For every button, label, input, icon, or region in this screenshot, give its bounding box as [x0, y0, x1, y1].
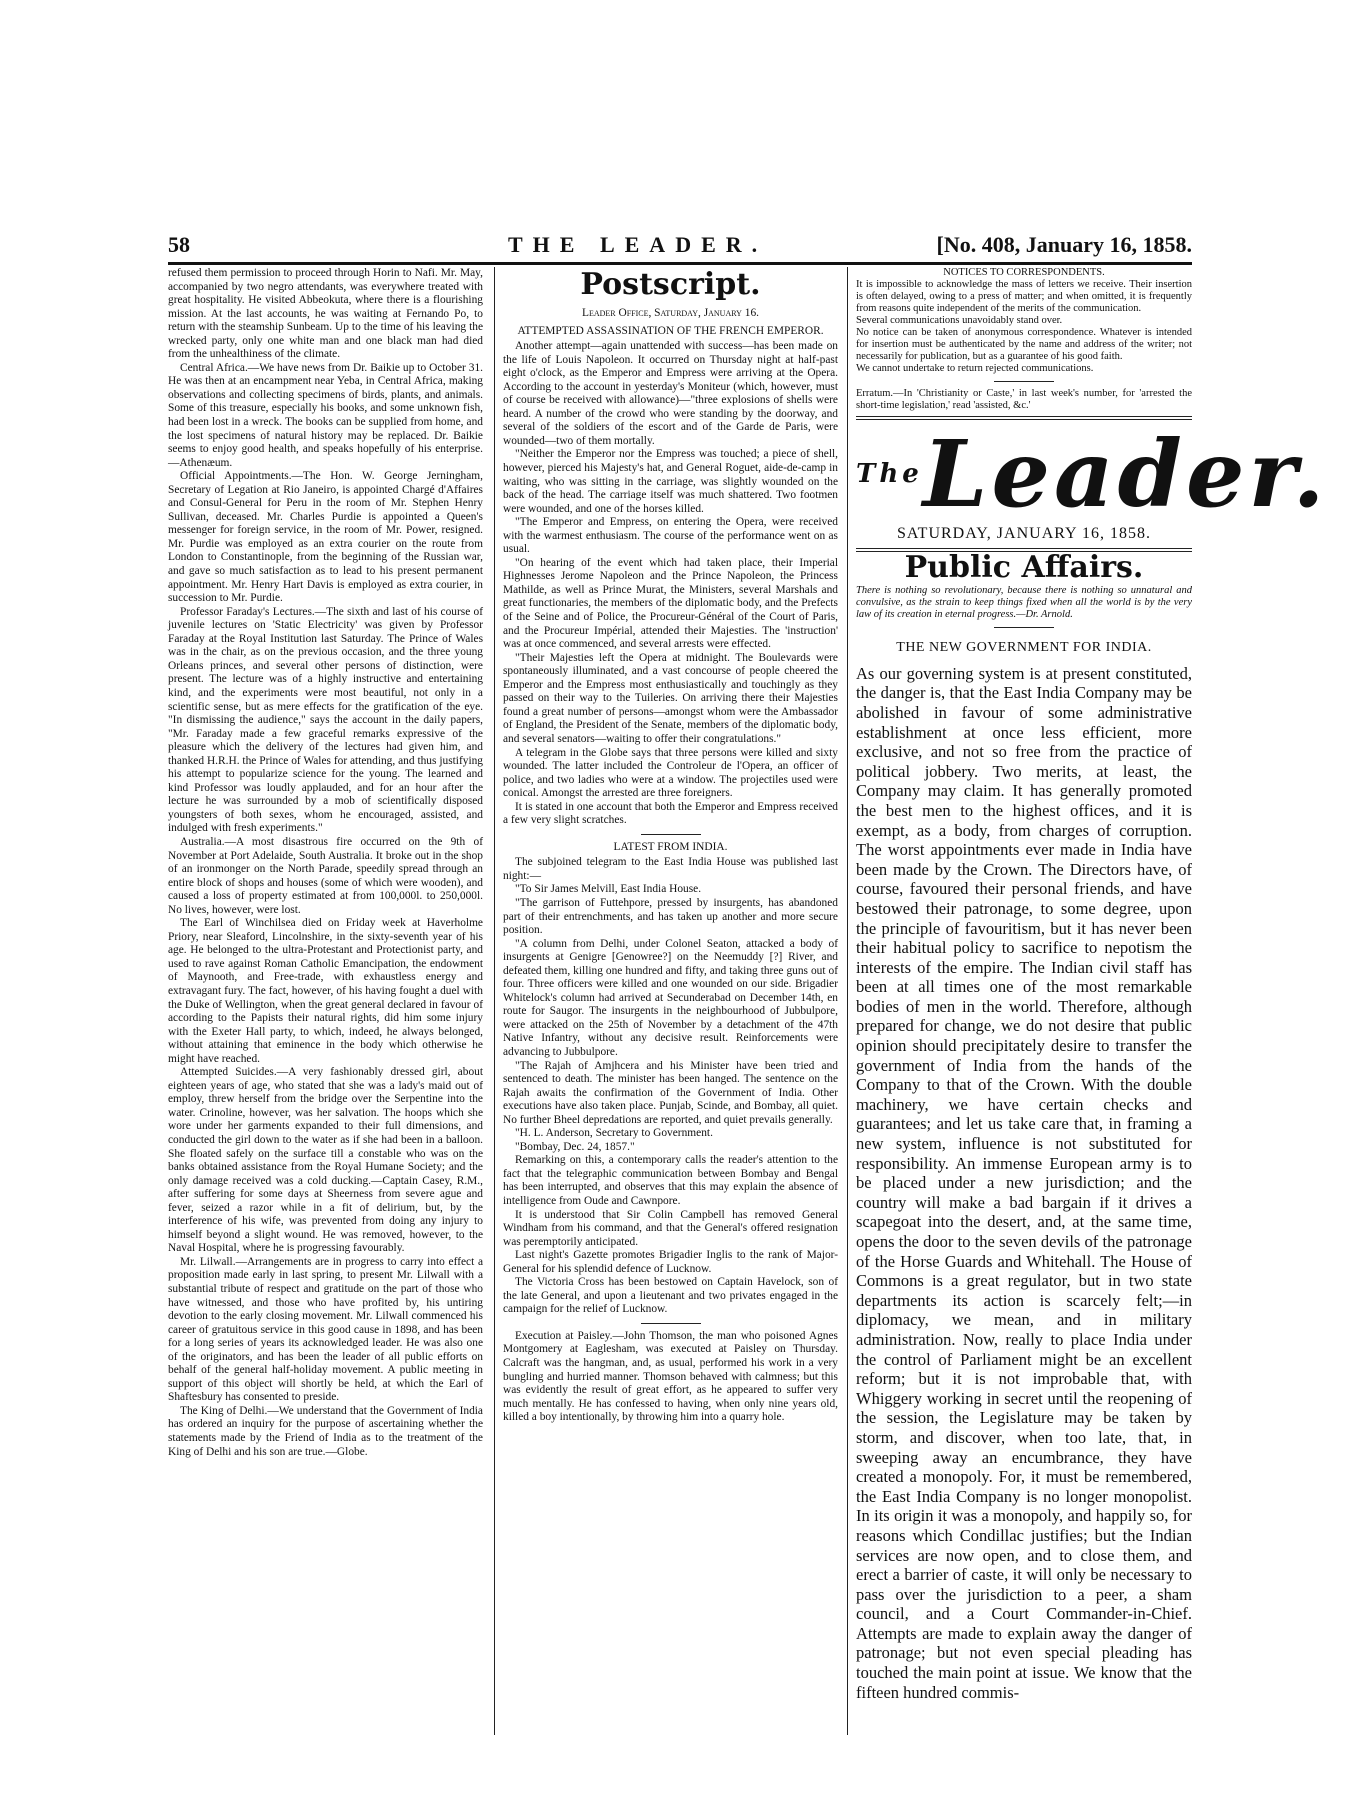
paragraph: "To Sir James Melvill, East India House. — [515, 883, 702, 896]
section-divider — [994, 627, 1054, 628]
paragraph: The subjoined telegram to the East India House was published last night:— — [503, 856, 838, 882]
paragraph: The Victoria Cross has been bestowed on Captain Havelock, son of the late General, and upon a lieutenant and two privates engaged in the campaign for the relief of Lucknow. — [503, 1276, 838, 1316]
paragraph: Mr. Lilwall.—Arrangements are in progress to carry into effect a proposition made early in last spring, to present Mr. Lilwall with a substantial tribute of respect and gratitude on the part of those who have witnessed, and those who have profited by, his untiring devotion to the early closing movement. Mr. Lilwall commenced his career of gratuitous service in this good cause in 1898, and has been for a long series of years its acknowledged leader. He was also one of the originators, and has been the leader of all public efforts on behalf of the general half-holiday movement. A public meeting in support of this object will shortly be held, at which the Earl of Shaftesbury has consented to preside. — [168, 1255, 483, 1404]
paragraph: refused them permission to proceed through Horin to Nafi. Mr. May, accompanied by two negro attendants, was everywhere treated with great hospitality. He visited Abbeokuta, where there is a flourishing mission. At the last accounts, he was waiting at Fernando Po, to return with the steamship Sunbeam. Up to the time of his leaving the wrecked party, only one white man and one black man had died from the unhealthiness of the climate. — [168, 267, 483, 361]
paragraph: Central Africa.—We have news from Dr. Baikie up to October 31. He was then at an encampment near Yeba, in Central Africa, making observations and collecting specimens of birds, plants, and animals. Some of this treasure, especially his books, and some unknown fish, had been lost in a wreck. The books can be supplied from home, and the lost specimens of natural history may be replaced. Dr. Baikie seems to enjoy good health, and speaks hopefully of his enterprise.—Athenæum. — [168, 361, 483, 469]
article-text: As our governing system is at present constituted, the danger is, that the East India Company may be abolished in favour of some administrative establishment at once less efficient, more exclusive, and not so free from the practice of political jobbery. Two merits, at least, the Company may claim. It has generally promoted the best men to the highest offices, and it is exempt, as a body, from charges of corruption. The worst appointments ever made in India have been made by the Crown. The Directors have, of course, favoured their personal friends, and have bestowed their patronage, to some degree, upon the principle of favouritism, but it has never been their habitual policy to sacrifice to nepotism the interests of the empire. The Indian civil staff has been at all times one of the most remarkable bodies of men in the world. Therefore, although prepared for change, we do not desire that public opinion should precipitately desire to transfer the government of India from the hands of the Company to that of the Crown. With the double machinery, we have certain checks and guarantees; and let us take care that, in framing a new system, influence is not substituted for responsibility. An immense European army is to be placed under a new jurisdiction; and the country will make a bad bargain if it drives a scapegoat into the desert, and, at the same time, opens the door to the seven devils of the patronage of the Horse Guards and Whitehall. The House of Commons is a great regulator, but in two state departments its action is scarcely felt;—in diplomacy, we mean, and in military administration. Now, really to place India under the control of Parliament might be an excellent reform; but it is not improbable that, with Whiggery working in secret until the reopening of the session, the Legislature may be taken by storm, and discover, when too late, that, in sweeping away an encumbrance, they have created a monopoly. For, it must be remembered, the East India Company is no longer monopolist. In its origin it was a monopoly, and happily so, for reasons which Condillac justifies; but the Indian services are now open, and to close them, and erect a barrier of caste, it will only be necessary to pass over the jurisdiction to a peer, a sham council, and a Court Commander-in-Chief. Attempts are made to explain away the danger of patronage; but not even special pleading has touched the main point at issue. We know that the fifteen hundred commis- — [856, 663, 1192, 1702]
paragraph: Last night's Gazette promotes Brigadier Inglis to the rank of Major-General for his splendid defence of Lucknow. — [503, 1249, 838, 1275]
article-headline: THE NEW GOVERNMENT FOR INDIA. — [896, 640, 1152, 656]
paragraph: It is stated in one account that both the Emperor and Empress received a few very slight scratches. — [503, 800, 838, 827]
column-rule-1 — [494, 267, 495, 1735]
issue-date: SATURDAY, JANUARY 16, 1858. — [896, 525, 1151, 542]
postscript-title: Postscript. — [580, 267, 761, 302]
section-divider — [994, 381, 1054, 382]
notice: Several communications unavoidably stand over. — [856, 315, 1063, 326]
notice: We cannot undertake to return rejected communications. — [856, 363, 1094, 374]
page-number: 58 — [168, 232, 190, 257]
paragraph: "The Emperor and Empress, on entering the Opera, were received with the warmest enthusiasm. The course of the performance went on as usual. — [503, 516, 838, 556]
masthead-title: Leader. — [922, 420, 1329, 528]
paragraph: "A column from Delhi, under Colonel Seaton, attacked a body of insurgents at Genigre [Genowree?] on the Neemuddy [?] River, and defeated them, killing one hundred and fifty, and taking three guns out of four. Three officers were killed and one wounded on our side. Brigadier Whitelock's column had arrived at Secunderabad on December 14th, en route for Saugor. The insurgents in the neighbourhood of Jubbulpore, were attacked on the 25th of November by a detachment of the 47th Native Infantry, without any decisive result. Reinforcements were advancing to Jubbulpore. — [503, 937, 838, 1058]
header-rule — [168, 262, 1192, 265]
paragraph: "Bombay, Dec. 24, 1857." — [515, 1140, 635, 1153]
notices-title: NOTICES TO CORRESPONDENTS. — [943, 267, 1105, 278]
paragraph: "Their Majesties left the Opera at midnight. The Boulevards were spontaneously illuminated, and a vast concourse of people cheered the Emperor and the Empress most enthusiastically and touchingly as they passed on their way to the Tuileries. On arriving there their Majesties found a great number of persons—amongst whom were the Ambassador of England, the President of the Senate, members of the diplomatic body, and several senators—waiting to offer their congratulations." — [503, 651, 838, 745]
column-rule-2 — [847, 267, 848, 1735]
page-header — [168, 232, 1192, 262]
paragraph: Another attempt—again unattended with success—has been made on the life of Louis Napoleon. It occurred on Thursday night at half-past eight o'clock, as the Emperor and Empress were arriving at the Opera. According to the account in yesterday's Moniteur (which, however, must of course be received with allowance)—"three explosions of shells were heard. A number of the crowd who were standing by the doorway, and several of the soldiers of the escort and of the Garde de Paris, were wounded—two of them mortally. — [503, 340, 838, 447]
paragraph: "The Rajah of Amjhcera and his Minister have been tried and sentenced to death. The minister has been hanged. The sentence on the Rajah awaits the confirmation of the Government of India. Other executions have also taken place. Punjab, Scinde, and Bombay, all quiet. No further Bheel depredations are reported, and quiet prevails generally. — [503, 1059, 838, 1126]
paragraph: Execution at Paisley.—John Thomson, the man who poisoned Agnes Montgomery at Eaglesham, was executed at Paisley on Thursday. Calcraft was the hangman, and, as usual, performed his work in a very bungling and hurried manner. Thomson behaved with calmness; but this was evidently the result of great effort, as he appeared to suffer very much mentally. He has confessed to having, when only nine years old, killed a boy intentionally, by throwing him into a quarry hole. — [503, 1329, 838, 1424]
column-two — [503, 267, 838, 1425]
india-headline: LATEST FROM INDIA. — [613, 840, 728, 853]
paragraph: It is understood that Sir Colin Campbell has removed General Windham from his command, and that the General's offered resignation was peremptorily anticipated. — [503, 1208, 838, 1248]
masthead-the: The — [856, 459, 923, 489]
assassination-headline: ATTEMPTED ASSASSINATION OF THE FRENCH EMPEROR. — [517, 324, 824, 337]
paragraph: "The garrison of Futtehpore, pressed by insurgents, has abandoned part of their entrenchments, and has taken up another and more secure position. — [503, 896, 838, 937]
paragraph: The King of Delhi.—We understand that the Government of India has ordered an inquiry for the purpose of ascertaining whether the statements made by the Friend of India as to the treatment of the King of Delhi and his son are true.—Globe. — [168, 1404, 483, 1458]
paragraph: The Earl of Winchilsea died on Friday week at Haverholme Priory, near Sleaford, Lincolnshire, in the sixty-seventh year of his age. He belonged to the ultra-Protestant and Protectionist party, and used to rave against Roman Catholic Emancipation, the endowment of Maynooth, and Free-trade, with exhaustless energy and extravagant fury. The fact, however, of his having fought a duel with the Duke of Wellington, when the great general declared in favour of according to the Papists their natural rights, did him some injury with the Exeter Hall party, to which, indeed, he always belonged, without attaining that eminence in the body which otherwise he might have reached. — [168, 917, 483, 1065]
paragraph: A telegram in the Globe says that three persons were killed and sixty wounded. The latter included the Controleur de l'Opera, an officer of police, and two ladies who were at a window. The projectiles used were conical. Amongst the arrested are three foreigners. — [503, 746, 838, 800]
paragraph: Professor Faraday's Lectures.—The sixth and last of his course of juvenile lectures on 'Static Electricity' was given by Professor Faraday at the Royal Institution last Saturday. The Prince of Wales was in the chair, as on the previous occasion, and the three young Orleans princes, and several other persons of distinction, were present. The lecture was of a highly instructive and entertaining kind, and the experiments were most beautiful, not only in a scientific sense, but as mere effects for the gratification of the eye. "In dismissing the audience," says the account in the daily papers, "Mr. Faraday made a few graceful remarks expressive of the pleasure which the delivery of the lectures had given him, and thanked H.R.H. the Prince of Wales for attending, and thus justifying his attempt to popularize science for the young. The learned and kind Professor was loudly applauded, and for an hour after the lecture he was surrounded by a mob of scientifically disposed youngsters of both sexes, whom he encouraged, assisted, and indulged with fresh experiments." — [168, 605, 483, 835]
article-body — [856, 664, 1192, 1702]
section-divider — [641, 1323, 701, 1324]
notice: It is impossible to acknowledge the mass of letters we receive. Their insertion is often delayed, owing to a press of matter; and when omitted, it is frequently from reasons quite independent of the merits of the communication. — [856, 279, 1192, 314]
paragraph: "H. L. Anderson, Secretary to Government. — [515, 1127, 713, 1140]
paragraph: Australia.—A most disastrous fire occurred on the 9th of November at Port Adelaide, South Australia. It broke out in the shop of an ironmonger on the North Parade, speedily spread through an entire block of shops and houses (some of which were wooden), and caused a loss of property estimated at from 100,000l. to 250,000l. No lives, however, were lost. — [168, 835, 483, 916]
masthead — [856, 420, 1329, 528]
paragraph: "Neither the Emperor nor the Empress was touched; a piece of shell, however, pierced his Majesty's hat, and General Roguet, aide-de-camp in waiting, who was sitting in the carriage, was slightly wounded on the back of the head. The carriage itself was much shattered. Two footmen were wounded, and one of the horses killed. — [503, 448, 838, 515]
notice: No notice can be taken of anonymous correspondence. Whatever is intended for insertion must be authenticated by the name and address of the writer; not necessarily for publication, but as a guarantee of his good faith. — [856, 327, 1192, 362]
paragraph: Official Appointments.—The Hon. W. George Jerningham, Secretary of Legation at Rio Janeiro, is appointed Chargé d'Affaires and Consul-General for Peru in the room of Mr. Stephen Henry Sullivan, deceased. Mr. Charles Purdie is appointed a Queen's messenger for foreign service, in the room of Mr. Power, resigned. Mr. Purdie was employed as an extra courier on the route from London to Constantinople, from the beginning of the Russian war, and gave so much satisfaction as to lead to his present permanent appointment. Mr. Henry Hart Davis is employed as extra courier, in succession to Mr. Purdie. — [168, 470, 483, 605]
running-title: THE LEADER. — [508, 232, 768, 257]
column-one — [168, 267, 483, 1459]
paragraph: "On hearing of the event which had taken place, their Imperial Highnesses Jerome Napoleon and the Prince Napoleon, the Princess Mathilde, as well as Prince Murat, the Ministers, several Marshals and great functionaries, the members of the diplomatic body, and the Prefects of the Seine and of Police, the Procureur-Général of the Court of Paris, and the Procureur Impérial, attended their Majesties. The 'instruction' was at once commenced, and several arrests were effected. — [503, 556, 838, 651]
erratum: Erratum.—In 'Christianity or Caste,' in last week's number, for 'arrested the short-time legislation,' read 'assisted, &c.' — [856, 388, 1192, 411]
public-affairs-title: Public Affairs. — [904, 549, 1144, 585]
paragraph: Remarking on this, a contemporary calls the reader's attention to the fact that the telegraphic communication between Bombay and Bengal has been interrupted, and observes that this may explain the absence of intelligence from Oude and Cawnpore. — [503, 1154, 838, 1207]
postscript-dateline: Leader Office, Saturday, January 16. — [582, 307, 759, 319]
section-divider — [641, 834, 701, 835]
issue-line: [No. 408, January 16, 1858. — [936, 232, 1192, 257]
column-three — [856, 267, 1329, 1702]
notices-block — [856, 267, 1192, 412]
epigraph: There is nothing so revolutionary, because there is nothing so unnatural and convulsive, as the strain to keep things fixed when all the world is by the very law of its creation in eternal progress.—Dr. Arnold. — [856, 585, 1192, 621]
paragraph: Attempted Suicides.—A very fashionably dressed girl, about eighteen years of age, who stated that she was a lady's maid out of employ, threw herself from the bridge over the Serpentine into the water. Crinoline, however, was her salvation. The hoops which she wore under her garments expanded to their full dimensions, and conducted the girl down to the water as if she had been in a balloon. She floated safely on the surface till a constable who was on the banks obtained assistance from the Royal Humane Society; and the only damage received was a cold ducking.—Captain Casey, R.M., after suffering for some days at Sheerness from severe ague and fever, seized a razor while in a fit of delirium, but, by the interference of his wife, was prevented from doing any injury to himself beyond a slight wound. He was removed, however, to the Naval Hospital, where he is progressing favourably. — [168, 1066, 483, 1255]
